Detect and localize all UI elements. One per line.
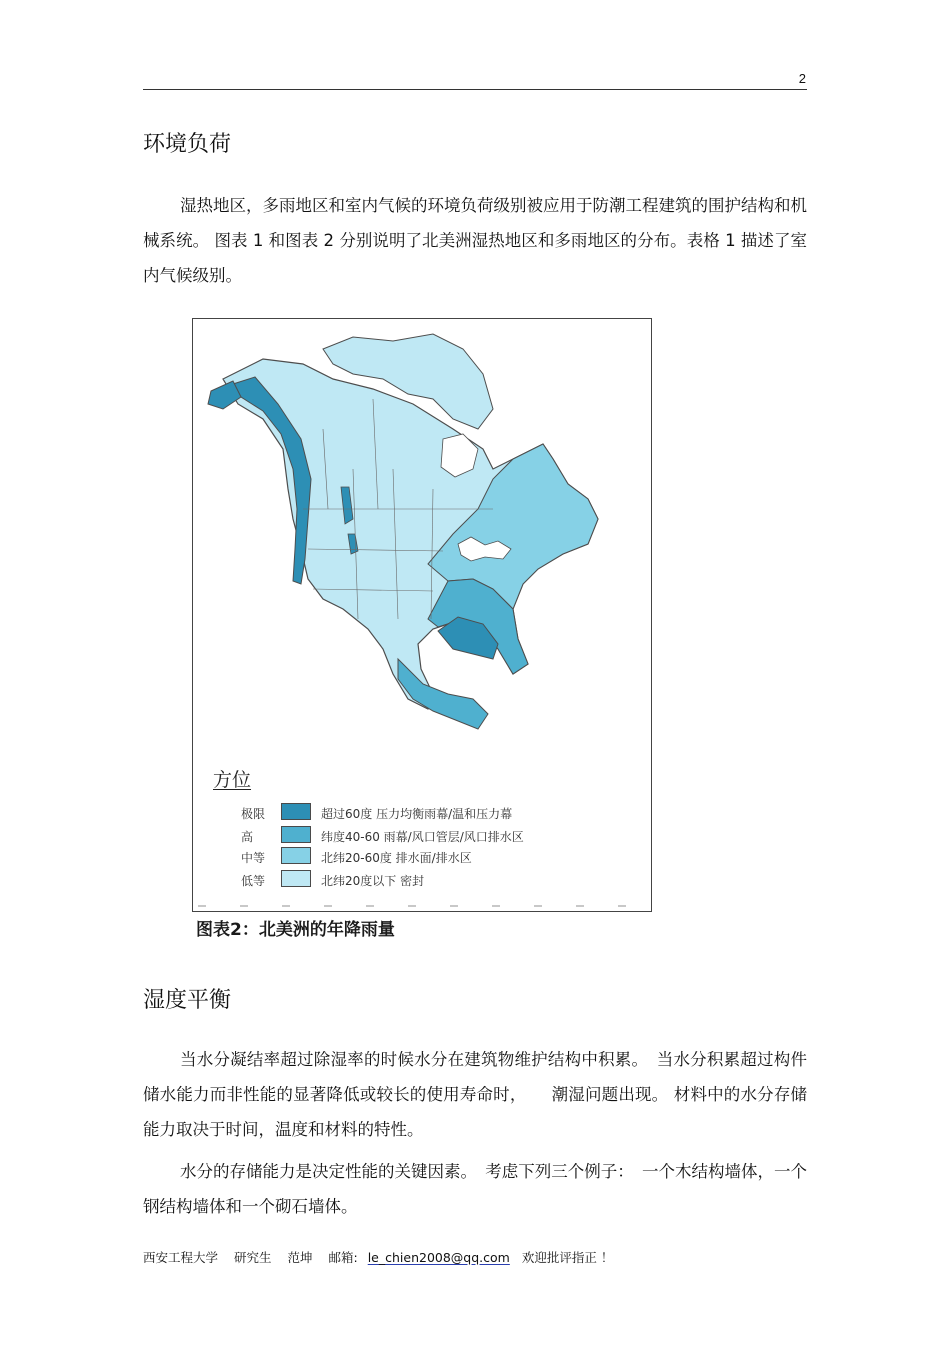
legend-description: 北纬20-60度 排水面/排水区 — [321, 851, 472, 865]
figure-caption: 图表2：北美洲的年降雨量 — [196, 920, 395, 940]
paragraph-moisture-storage: 水分的存储能力是决定性能的关键因素。 考虑下列三个例子： 一个木结构墙体，一个钢结构墙体和一个砌石墙体。 — [143, 1162, 807, 1216]
footer-name: 范坤 — [287, 1250, 313, 1265]
legend-level-label: 高 — [241, 830, 254, 844]
legend-level-label: 极限 — [241, 807, 266, 821]
footer-email-link[interactable]: le_chien2008@qq.com — [367, 1250, 510, 1265]
legend-description: 北纬20度以下 密封 — [321, 874, 425, 888]
legend-level-label: 低等 — [241, 874, 266, 888]
north-america-map — [193, 319, 652, 759]
paragraph-environment-load: 湿热地区，多雨地区和室内气候的环境负荷级别被应用于防潮工程建筑的围护结构和机械系统。 图表 1 和图表 2 分别说明了北美洲湿热地区和多雨地区的分布。表格 1 描述了室内气候级别。 — [143, 196, 807, 285]
figure-rainfall-map — [192, 318, 652, 912]
page-footer — [143, 1248, 625, 1266]
footer-role: 研究生 — [234, 1250, 272, 1265]
header-rule — [143, 89, 807, 90]
legend-swatch-medium — [281, 847, 311, 864]
section-heading-moisture-balance: 湿度平衡 — [143, 988, 232, 1013]
legend-title: 方位 — [213, 769, 252, 791]
legend-description: 超过60度 压力均衡雨幕/温和压力幕 — [321, 807, 513, 821]
legend-level-label: 中等 — [241, 851, 266, 865]
footer-email-label: 邮箱: — [328, 1250, 358, 1265]
legend-row-low — [193, 870, 633, 888]
legend-swatch-extreme — [281, 803, 311, 820]
section-heading-environment-load: 环境负荷 — [143, 132, 232, 157]
dashed-divider — [193, 904, 652, 908]
legend-description: 纬度40-60 雨幕/风口管层/风口排水区 — [321, 830, 524, 844]
legend-row-medium — [193, 847, 633, 865]
footer-note: 欢迎批评指正 ！ — [521, 1250, 614, 1265]
legend-swatch-low — [281, 870, 311, 887]
page-number: 2 — [798, 71, 806, 86]
footer-university: 西安工程大学 — [143, 1250, 219, 1265]
paragraph-moisture-accumulation: 当水分凝结率超过除湿率的时候水分在建筑物维护结构中积累。 当水分积累超过构件储水能力而非性能的显著降低或较长的使用寿命时， 潮湿问题出现。 材料中的水分存储能力取决于时间，温度和材料的特性。 — [143, 1050, 807, 1139]
legend-row-extreme — [193, 803, 633, 821]
legend-swatch-high — [281, 826, 311, 843]
legend-row-high — [193, 826, 633, 844]
